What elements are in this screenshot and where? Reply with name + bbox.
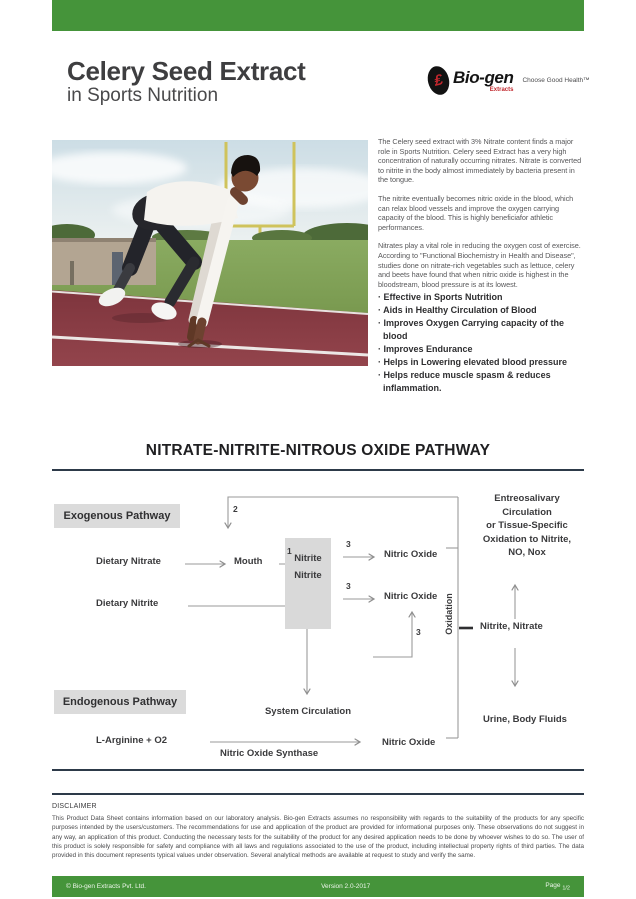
intro-paragraph: The nitrite eventually becomes nitric oxide in the blood, which can relax blood vessels and improve the oxygen carrying capacity of the blood. This is highly beneficiafor athletic performances. xyxy=(378,193,574,232)
step-number-2: 2 xyxy=(233,504,238,514)
disclaimer-heading: DISCLAIMER xyxy=(52,803,97,810)
intro-paragraphs xyxy=(378,137,585,298)
system-circulation-label: System Circulation xyxy=(264,706,352,717)
intro-paragraph: The Celery seed extract with 3% Nitrate content finds a major role in Sports Nutrition. Celery seed Extract has a very high concentration of naturally occurring nitrates. Nitrate is converted to nitrite in the body almost immediately by bacteria present in the tongue. xyxy=(378,137,582,185)
step-number-3: 3 xyxy=(346,581,351,591)
top-green-bar xyxy=(52,0,584,31)
dietary-nitrate-label: Dietary Nitrate xyxy=(96,556,161,567)
logo-tagline: Choose Good Health™ xyxy=(522,77,590,84)
benefit-item: · Helps reduce muscle spasm & reduces inflammation. xyxy=(378,369,585,395)
benefit-item: · Improves Endurance xyxy=(378,343,585,356)
l-arginine-label: L-Arginine + O2 xyxy=(96,735,167,746)
benefits-list xyxy=(378,291,585,395)
intro-paragraph: Nitrates play a vital role in reducing the oxygen cost of exercise. According to "Functional Biochemistry in Health and Disease", studies done on nitrate-rich vegetables such as lettuce, celery and beets have found that when nitric oxide is highest in the bloodstream, blood pressure is at its lowest. xyxy=(378,241,581,289)
benefit-item: · Improves Oxygen Carrying capacity of the blood xyxy=(378,317,585,343)
pathway-section-title: NITRATE-NITRITE-NITROUS OXIDE PATHWAY xyxy=(145,442,491,459)
disclaimer-body: This Product Data Sheet contains information based on our laboratory analysis. Bio-gen Extracts assumes no responsibility with regards to the suitability of the products for any specific purposes intended by the users/customers. The recommendations for use and application of the product are provided for informational purposes only. These observations do not suggest in any way, an application of this product. Conducting the necessary tests for the suitability of the product for any desired application needs to be done by whoever wishes to do so. The user of this product is solely responsible for safety and compliance with all laws and regulations associated to the use of the product, including intellectual property rights of third parties. The data provided in this document represents typical values under observation. Several analytical methods are available at request to study and verify the same. xyxy=(52,815,584,860)
footer-bar xyxy=(52,876,584,897)
step-number-1: 1 xyxy=(287,546,292,556)
runner-illustration xyxy=(52,140,368,366)
title-line1: Celery Seed Extract xyxy=(67,56,306,86)
oxidation-label: Oxidation xyxy=(444,593,454,635)
nitric-oxide-label-1: Nitric Oxide xyxy=(384,549,438,560)
divider-rule-bottom xyxy=(52,793,584,795)
endogenous-pathway-label: Endogenous Pathway xyxy=(54,690,186,714)
urine-body-fluids-label: Urine, Body Fluids xyxy=(483,714,567,725)
hero-photo-runner xyxy=(52,140,368,366)
enterosalivary-block: Entreosalivary Circulation or Tissue-Specific Oxidation to Nitrite, NO, Nox xyxy=(482,493,572,558)
benefit-item: · Aids in Healthy Circulation of Blood xyxy=(378,304,585,317)
nitrite-box: Nitrite Nitrite xyxy=(285,538,331,629)
biogen-logo xyxy=(428,66,590,95)
nitrite-nitrate-label: Nitrite, Nitrate xyxy=(480,621,543,632)
heading-rule xyxy=(52,469,584,471)
dietary-nitrite-label: Dietary Nitrite xyxy=(96,598,159,609)
page-title xyxy=(67,57,306,107)
title-line2: in Sports Nutrition xyxy=(67,85,219,106)
logo-seed-icon: ₤ xyxy=(425,64,452,97)
logo-brand: Bio-gen xyxy=(453,67,514,87)
step-number-3: 3 xyxy=(416,627,421,637)
footer-version: Version 2.0-2017 xyxy=(321,883,371,890)
pathway-diagram xyxy=(52,480,584,772)
logo-text xyxy=(453,69,513,93)
step-number-3: 3 xyxy=(346,539,351,549)
footer-page: Page $_{1/2}$ xyxy=(545,881,570,892)
footer-copyright: © Bio-gen Extracts Pvt. Ltd. xyxy=(66,883,146,890)
logo-extracts: Extracts xyxy=(489,86,514,93)
benefit-item: · Effective in Sports Nutrition xyxy=(378,291,585,304)
benefit-item: · Helps in Lowering elevated blood pressure xyxy=(378,356,585,369)
exogenous-pathway-label: Exogenous Pathway xyxy=(54,504,180,528)
nitric-oxide-label-2: Nitric Oxide xyxy=(384,591,438,602)
mouth-label: Mouth xyxy=(234,556,263,567)
divider-rule-top xyxy=(52,769,584,771)
nitric-oxide-synthase-label: Nitric Oxide Synthase xyxy=(220,748,319,759)
nitric-oxide-label-3: Nitric Oxide xyxy=(382,737,436,748)
